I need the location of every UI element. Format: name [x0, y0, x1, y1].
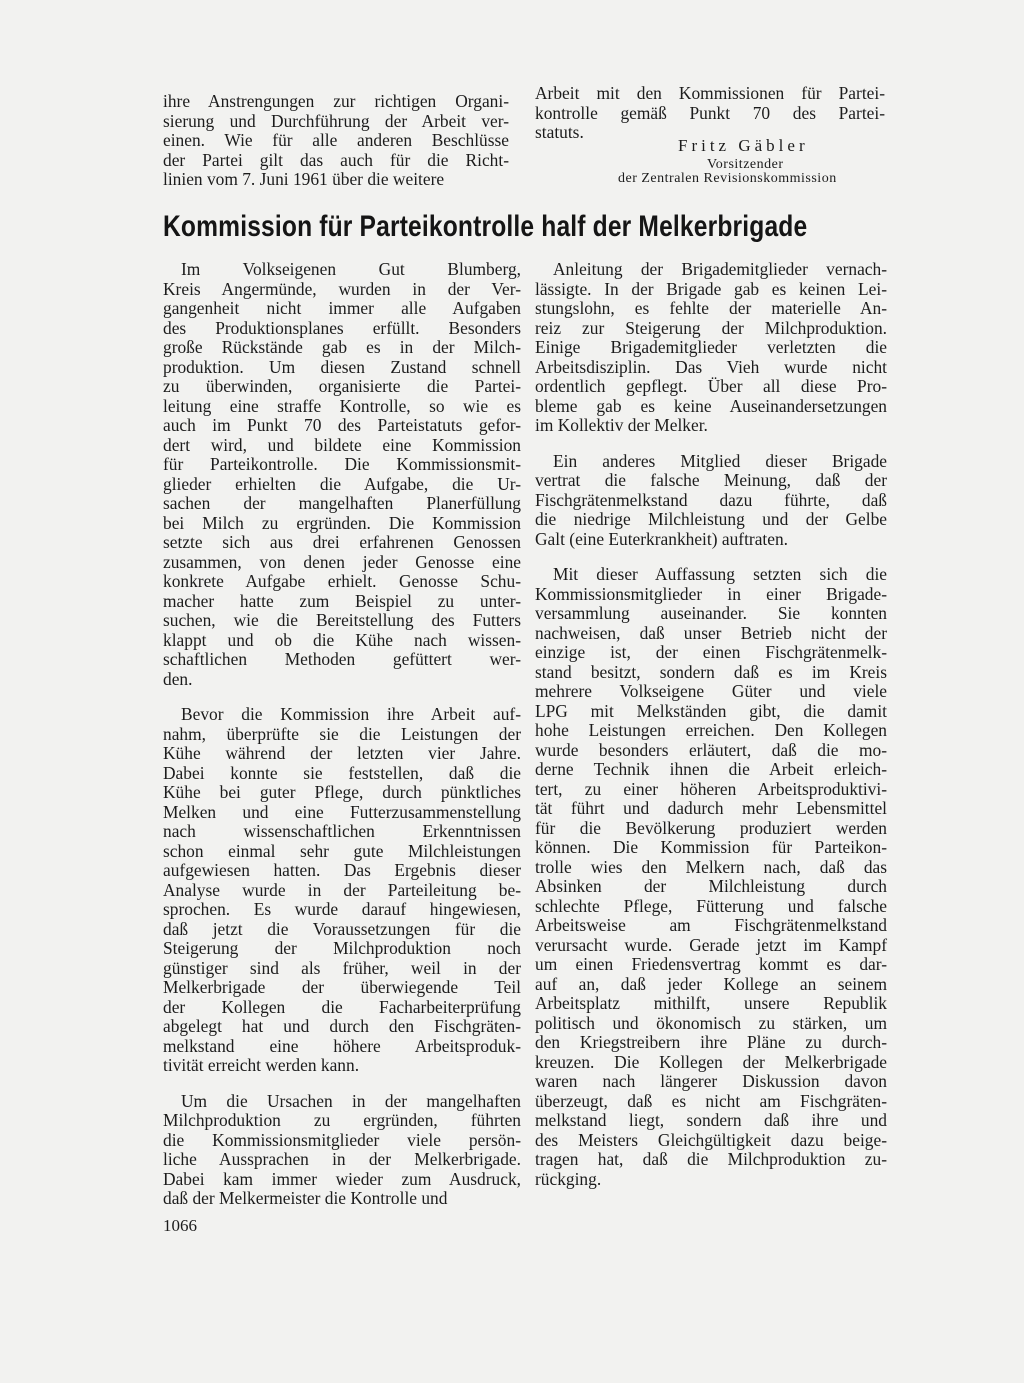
text-line: tät führt und dadurch mehr Lebensmittel	[535, 798, 887, 818]
text-line: bei Milch zu ergründen. Die Kommission	[163, 512, 521, 533]
text-line: Kühe während der letzten vier Jahre.	[163, 743, 521, 763]
text-line: Melkerbrigade der überwiegende Teil	[163, 977, 521, 997]
text-line: des Produktionsplanes erfüllt. Besonders	[163, 317, 521, 338]
text-line: gangenheit nicht immer alle Aufgaben	[163, 298, 521, 318]
text-line: produktion. Um diesen Zustand schnell	[163, 356, 521, 377]
text-line: die Kommissionsmitglieder viele persön-	[163, 1129, 521, 1150]
text-line: sprochen. Es wurde darauf hingewiesen,	[163, 899, 521, 919]
text-line: LPG mit Melkständen gibt, die damit	[535, 700, 887, 721]
text-line: mehrere Volkseigene Güter und viele	[535, 681, 887, 701]
text-line: Melken und eine Futterzusammenstellung	[163, 801, 521, 822]
text-line: Fischgrätenmelkstand dazu führte, daß	[535, 489, 887, 510]
paragraph	[163, 260, 521, 689]
text-line: waren nach längerer Diskussion davon	[535, 1071, 887, 1091]
paragraph	[535, 260, 887, 436]
text-line: sachen der mangelhaften Planerfüllung	[163, 493, 521, 513]
text-line: dert wird, und bildete eine Kommission	[163, 434, 521, 455]
text-line: nach wissenschaftlichen Erkenntnissen	[163, 821, 521, 841]
text-line: Im Volkseigenen Gut Blumberg,	[181, 259, 521, 279]
text-line: des Meisters Gleichgültigkeit dazu beige-	[535, 1129, 887, 1150]
text-line: aufgewiesen hatten. Das Ergebnis dieser	[163, 860, 521, 880]
text-line: lässigte. In der Brigade gab es keinen Lei-	[535, 278, 887, 299]
text-line: für die Bevölkerung produziert werden	[535, 817, 887, 838]
text-line: Kommissionsmitglieder in einer Brigade-	[535, 583, 887, 604]
text-line: hohe Leistungen erreichen. Den Kollegen	[535, 720, 887, 740]
text-line: melkstand liegt, sondern daß ihre und	[535, 1110, 887, 1130]
text-line: schlechte Pflege, Fütterung und falsche	[535, 895, 887, 916]
text-line: abgelegt hat und durch den Fischgräten-	[163, 1016, 521, 1036]
text-line: Arbeitsdisziplin. Das Vieh wurde nicht	[535, 356, 887, 377]
text-line: daß der Melkermeister die Kontrolle und	[163, 1188, 448, 1208]
text-line: der Partei gilt das auch für die Richt-	[163, 149, 509, 170]
text-line: auf an, daß jeder Kollege an seinem	[535, 973, 887, 994]
text-line: glieder erhielten die Aufgabe, die Ur-	[163, 473, 521, 494]
text-line: liche Aussprachen in der Melkerbrigade.	[163, 1149, 521, 1169]
text-line: konkrete Aufgabe erhielt. Genosse Schu-	[163, 571, 521, 591]
text-line: schon einmal sehr gute Milchleistungen	[163, 840, 521, 861]
text-line: politisch und ökonomisch zu stärken, um	[535, 1012, 887, 1033]
text-line: bleme gab es keine Auseinandersetzungen	[535, 395, 887, 416]
text-line: Ein anderes Mitglied dieser Brigade	[553, 450, 887, 471]
text-line: der Kollegen die Facharbeiterprüfung	[163, 996, 521, 1017]
text-line: können. Die Kommission für Parteikon-	[535, 837, 887, 857]
text-line: tert, zu einer höheren Arbeitsproduktivi-	[535, 778, 887, 799]
text-line: leitung eine straffe Kontrolle, so wie es	[163, 395, 521, 416]
text-line: wurde besonders erläutert, daß die mo-	[535, 739, 887, 760]
text-line: suchen, wie die Bereitstellung des Futters	[163, 610, 521, 630]
signature-name: Fritz Gäbler	[678, 136, 809, 155]
text-line: stand besitzt, sondern daß es im Kreis	[535, 661, 887, 682]
paragraph	[163, 1092, 521, 1209]
text-line: günstiger sind als früher, weil in der	[163, 957, 521, 978]
text-line: stungslohn, es fehlte der materielle An-	[535, 298, 887, 318]
text-line: tragen hat, daß die Milchproduktion zu-	[535, 1149, 887, 1169]
text-line: die niedrige Milchleistung und der Gelbe	[535, 509, 887, 529]
text-line: den Kriegstreibern ihre Pläne zu durch-	[535, 1032, 887, 1052]
text-line: macher hatte zum Beispiel zu unter-	[163, 590, 521, 611]
carryover-text-left	[163, 92, 509, 190]
text-line: Bevor die Kommission ihre Arbeit auf-	[181, 704, 521, 724]
text-line: im Kollektiv der Melker.	[535, 415, 708, 435]
signature-organization: der Zentralen Revisionskommission	[618, 171, 837, 186]
text-line: für Parteikontrolle. Die Kommissionsmit-	[163, 454, 521, 474]
text-line: setzte sich aus drei erfahrenen Genossen	[163, 532, 521, 552]
text-line: rückging.	[535, 1168, 602, 1189]
text-line: Anleitung der Brigademitglieder vernach-	[553, 259, 887, 279]
paragraph	[163, 705, 521, 1076]
text-line: Einige Brigademitglieder verletzten die	[535, 337, 887, 357]
text-line: kontrolle gemäß Punkt 70 des Partei-	[535, 102, 885, 123]
text-line: kreuzen. Die Kollegen der Melkerbrigade	[535, 1051, 887, 1072]
text-line: Absinken der Milchleistung durch	[535, 876, 887, 896]
article-column-left	[163, 260, 521, 1225]
text-line: Kreis Angermünde, wurden in der Ver-	[163, 278, 521, 299]
text-line: tivität erreicht werden kann.	[163, 1055, 360, 1075]
article-column-right	[535, 260, 887, 1205]
text-line: trolle wies den Melkern nach, daß das	[535, 856, 887, 877]
text-line: linien vom 7. Juni 1961 über die weitere	[163, 169, 445, 189]
carryover-text-right	[535, 84, 885, 143]
text-line: überzeugt, daß es nicht am Fischgräten-	[535, 1090, 887, 1111]
text-line: statuts.	[535, 122, 584, 142]
text-line: Arbeitsplatz mithilft, unsere Republik	[535, 993, 887, 1013]
text-line: einen. Wie für alle anderen Beschlüsse	[163, 130, 509, 150]
text-line: Dabei konnte sie feststellen, daß die	[163, 762, 521, 783]
text-line: melkstand eine höhere Arbeitsproduk-	[163, 1035, 521, 1056]
text-line: daß jetzt die Voraussetzungen für die	[163, 918, 521, 939]
text-line: den.	[163, 668, 193, 689]
text-line: auch im Punkt 70 des Parteistatuts gefor-	[163, 415, 521, 435]
text-line: Dabei kam immer wieder zum Ausdruck,	[163, 1168, 521, 1189]
text-line: Kühe bei guter Pflege, durch pünktliches	[163, 782, 521, 802]
text-line: Steigerung der Milchproduktion noch	[163, 938, 521, 958]
text-line: einzige ist, der einen Fischgrätenmelk-	[535, 642, 887, 662]
text-line: sierung und Durchführung der Arbeit ver-	[163, 110, 509, 131]
text-line: Milchproduktion zu ergründen, führten	[163, 1110, 521, 1130]
paragraph	[535, 565, 887, 1189]
paragraph	[535, 452, 887, 550]
page-number: 1066	[163, 1216, 197, 1235]
text-line: Um die Ursachen in der mangelhaften	[181, 1090, 521, 1111]
text-line: Galt (eine Euterkrankheit) auftraten.	[535, 528, 789, 549]
text-line: klappt und ob die Kühe nach wissen-	[163, 629, 521, 650]
text-line: nachweisen, daß unser Betrieb nicht der	[535, 622, 887, 643]
text-line: Mit dieser Auffassung setzten sich die	[553, 564, 887, 584]
text-line: ihre Anstrengungen zur richtigen Organi-	[163, 91, 509, 111]
signature-role: Vorsitzender	[707, 157, 784, 172]
text-line: nahm, überprüfte sie die Leistungen der	[163, 723, 521, 744]
text-line: zusammen, von denen jeder Genosse eine	[163, 551, 521, 572]
text-line: große Rückstände gab es in der Milch-	[163, 337, 521, 357]
text-line: verursacht wurde. Gerade jetzt im Kampf	[535, 934, 887, 955]
text-line: um einen Friedensvertrag kommt es dar-	[535, 954, 887, 974]
text-line: Analyse wurde in der Parteileitung be-	[163, 879, 521, 900]
text-line: schaftlichen Methoden gefüttert wer-	[163, 649, 521, 669]
text-line: vertrat die falsche Meinung, daß der	[535, 470, 887, 490]
article-headline: Kommission für Parteikontrolle half der Melkerbrigade	[163, 210, 808, 243]
text-line: Arbeit mit den Kommissionen für Partei-	[535, 83, 885, 103]
text-line: ordentlich gepflegt. Über all diese Pro-	[535, 376, 887, 396]
text-line: reiz zur Steigerung der Milchproduktion.	[535, 317, 887, 338]
text-line: derne Technik ihnen die Arbeit erleich-	[535, 759, 887, 779]
text-line: versammlung auseinander. Sie konnten	[535, 603, 887, 623]
text-line: Arbeitsweise am Fischgrätenmelkstand	[535, 915, 887, 935]
text-line: zu überwinden, organisierte die Partei-	[163, 376, 521, 396]
